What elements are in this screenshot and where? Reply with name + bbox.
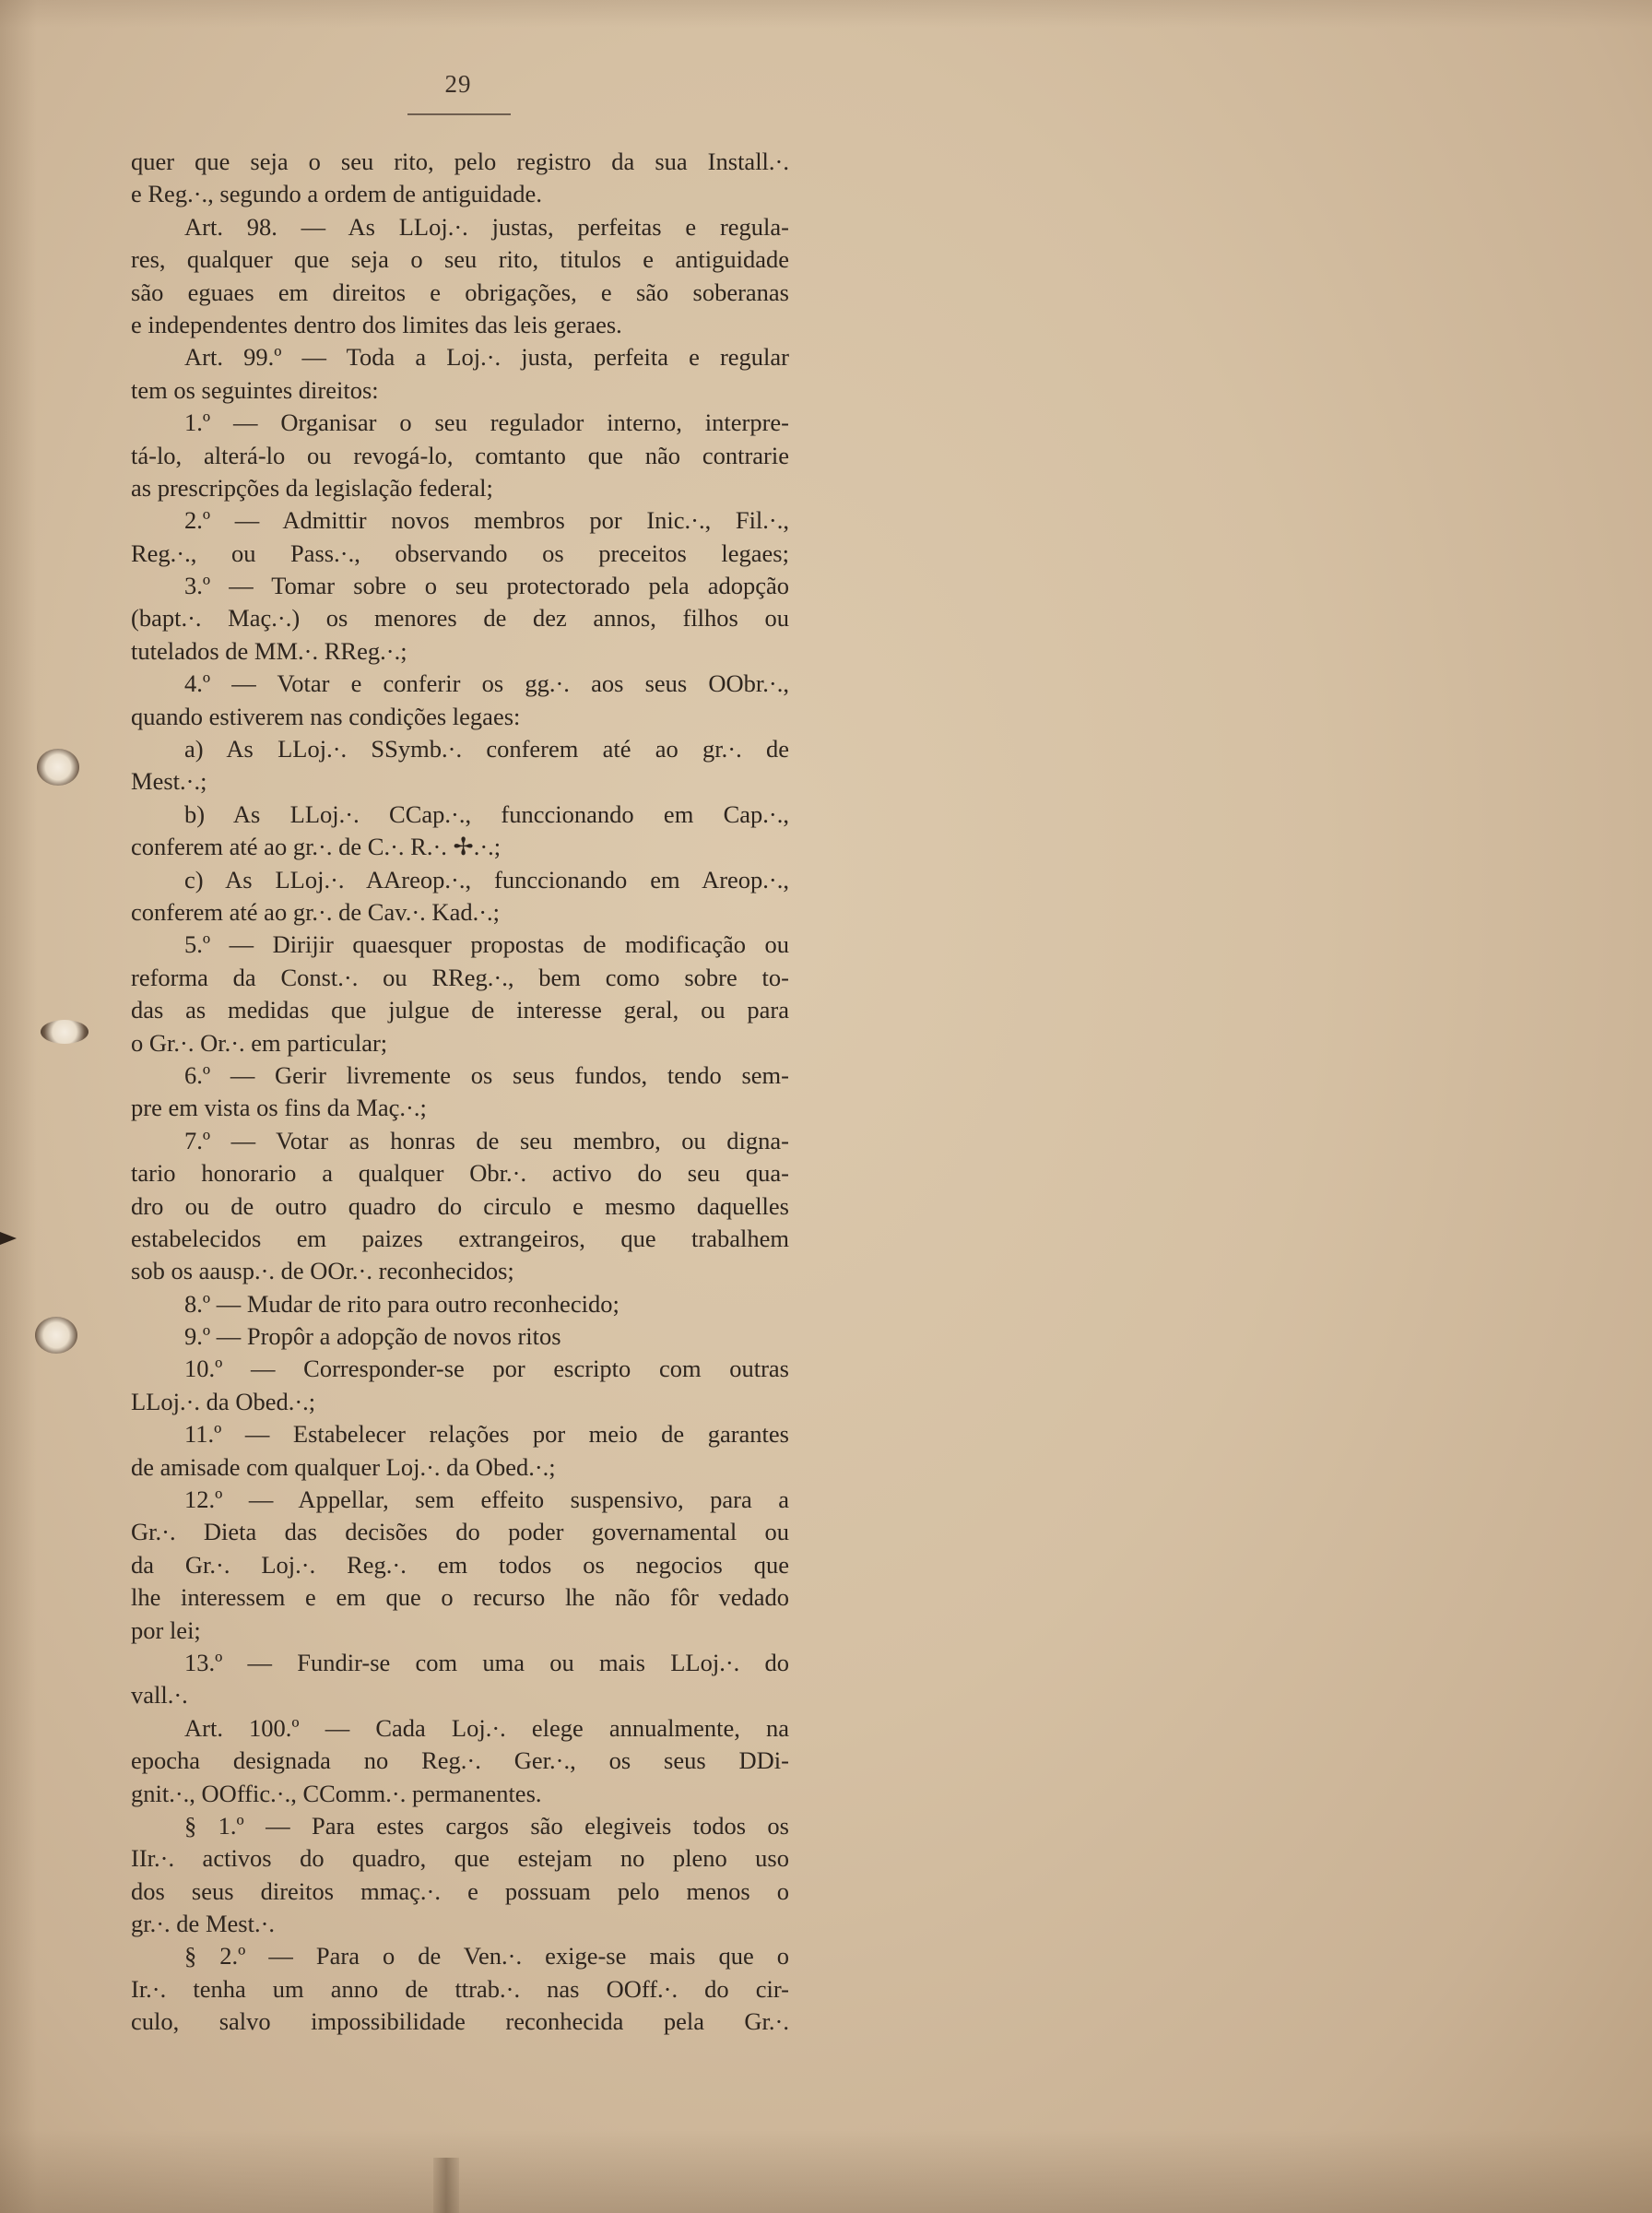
- text-line: tá-lo, alterá-lo ou revogá-lo, comtanto que não contrarie: [131, 441, 789, 469]
- text-line: e Reg.·., segundo a ordem de antiguidade.: [131, 180, 542, 208]
- text-line: Gr.·. Dieta das decisões do poder governamental ou: [131, 1518, 789, 1546]
- binding-hole: [35, 1317, 77, 1354]
- text-line: tem os seguintes direitos:: [131, 375, 379, 404]
- text-line: 10.º — Corresponder-se por escripto com outras: [184, 1355, 789, 1383]
- text-line: (bapt.·. Maç.·.) os menores de dez annos, filhos ou: [131, 604, 789, 633]
- text-line: 3.º — Tomar sobre o seu protectorado pela adopção: [184, 572, 789, 600]
- text-line: § 1.º — Para estes cargos são elegiveis todos os: [184, 1811, 789, 1840]
- text-line: gr.·. de Mest.·.: [131, 1910, 276, 1938]
- text-line: conferem até ao gr.·. de C.·. R.·. ✢.·.;: [131, 833, 502, 861]
- text-line: 1.º — Organisar o seu regulador interno, interpre-: [184, 408, 789, 437]
- text-line: Art. 100.º — Cada Loj.·. elege annualmente, na: [184, 1713, 789, 1742]
- binding-hole: [37, 749, 79, 786]
- text-line: lhe interessem e em que o recurso lhe não fôr vedado: [131, 1583, 789, 1612]
- text-line: IIr.·. activos do quadro, que estejam no pleno uso: [131, 1844, 789, 1873]
- text-line: 8.º — Mudar de rito para outro reconhecido;: [184, 1289, 620, 1318]
- text-line: c) As LLoj.·. AAreop.·., funccionando em Areop.·.,: [184, 865, 789, 893]
- text-line: o Gr.·. Or.·. em particular;: [131, 1028, 388, 1057]
- page-number-rule: [407, 113, 511, 115]
- binding-hole: [41, 1020, 88, 1044]
- text-line: culo, salvo impossibilidade reconhecida pela Gr.·.: [131, 2007, 789, 2036]
- text-line: da Gr.·. Loj.·. Reg.·. em todos os negocios que: [131, 1550, 789, 1579]
- text-line: 6.º — Gerir livremente os seus fundos, tendo sem-: [184, 1060, 789, 1089]
- text-line: res, qualquer que seja o seu rito, titulos e antiguidade: [131, 245, 789, 274]
- text-line: Ir.·. tenha um anno de ttrab.·. nas OOff.·. do cir-: [131, 1974, 789, 2003]
- text-line: por lei;: [131, 1615, 201, 1644]
- text-line: Reg.·., ou Pass.·., observando os preceitos legaes;: [131, 538, 789, 567]
- text-line: quer que seja o seu rito, pelo registro da sua Install.·.: [131, 148, 789, 175]
- text-line: e independentes dentro dos limites das leis geraes.: [131, 310, 622, 338]
- page-number: 29: [444, 70, 472, 98]
- page-edge-bottom: [0, 2130, 1652, 2213]
- text-line: § 2.º — Para o de Ven.·. exige-se mais que o: [184, 1942, 789, 1970]
- text-line: 4.º — Votar e conferir os gg.·. aos seus OObr.·.,: [184, 669, 789, 698]
- text-line: epocha designada no Reg.·. Ger.·., os seus DDi-: [131, 1746, 789, 1775]
- text-line: conferem até ao gr.·. de Cav.·. Kad.·.;: [131, 897, 501, 926]
- text-line: 7.º — Votar as honras de seu membro, ou digna-: [184, 1126, 789, 1154]
- text-line: dos seus direitos mmaç.·. e possuam pelo menos o: [131, 1876, 789, 1905]
- text-line: 11.º — Estabelecer relações por meio de garantes: [184, 1420, 789, 1449]
- text-line: as prescripções da legislação federal;: [131, 473, 493, 502]
- text-line: dro ou de outro quadro do circulo e mesmo daquelles: [131, 1191, 789, 1220]
- text-line: Art. 99.º — Toda a Loj.·. justa, perfeita e regular: [184, 343, 789, 372]
- body-text: [131, 146, 789, 2039]
- text-line: 9.º — Propôr a adopção de novos ritos: [184, 1322, 561, 1351]
- text-line: reforma da Const.·. ou RReg.·., bem como sobre to-: [131, 963, 789, 991]
- text-line: são eguaes em direitos e obrigações, e são soberanas: [131, 278, 789, 306]
- text-line: estabelecidos em paizes extrangeiros, que trabalhem: [131, 1224, 789, 1252]
- text-line: 2.º — Admittir novos membros por Inic.·., Fil.·.,: [184, 506, 789, 535]
- text-line: das as medidas que julgue de interesse geral, ou para: [131, 996, 789, 1024]
- text-line: sob os aausp.·. de OOr.·. reconhecidos;: [131, 1257, 514, 1285]
- text-line: Mest.·.;: [131, 767, 207, 796]
- text-line: de amisade com qualquer Loj.·. da Obed.·.;: [131, 1452, 556, 1481]
- text-line: pre em vista os fins da Maç.·.;: [131, 1094, 427, 1122]
- text-line: gnit.·., OOffic.·., CComm.·. permanentes.: [131, 1779, 542, 1807]
- page-crease: [433, 2158, 459, 2213]
- text-line: 12.º — Appellar, sem effeito suspensivo, para a: [184, 1485, 789, 1514]
- text-line: b) As LLoj.·. CCap.·., funccionando em Cap.·.,: [184, 799, 789, 828]
- text-line: 13.º — Fundir-se com uma ou mais LLoj.·. do: [184, 1648, 789, 1676]
- text-line: quando estiverem nas condições legaes:: [131, 702, 521, 730]
- page-edge-top: [0, 0, 1652, 28]
- text-line: a) As LLoj.·. SSymb.·. conferem até ao gr.·. de: [184, 735, 789, 763]
- text-line: vall.·.: [131, 1681, 188, 1710]
- text-line: LLoj.·. da Obed.·.;: [131, 1387, 316, 1415]
- page-edge-left: [0, 0, 37, 2213]
- text-line: tutelados de MM.·. RReg.·.;: [131, 636, 407, 665]
- text-line: tario honorario a qualquer Obr.·. activo do seu qua-: [131, 1159, 789, 1188]
- text-line: 5.º — Dirijir quaesquer propostas de modificação ou: [184, 930, 789, 959]
- text-line: Art. 98. — As LLoj.·. justas, perfeitas e regula-: [184, 212, 789, 241]
